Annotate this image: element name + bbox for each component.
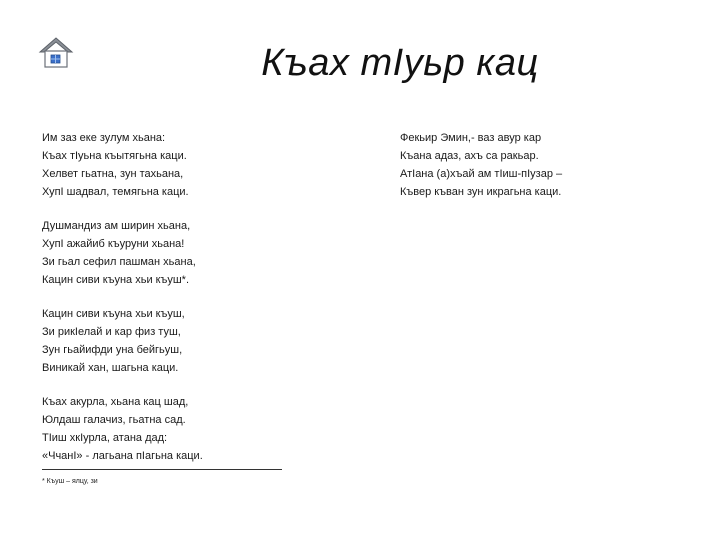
stanza (42, 305, 362, 377)
poem-line: Душмандиз ам ширин хьана, (42, 220, 191, 232)
poem-line: Къах акурла, хьана кац шад, (42, 396, 189, 408)
poem-line: Зи рикӀелай и кар физ туш, (42, 326, 181, 338)
stanza (42, 217, 362, 289)
stanza (42, 129, 362, 201)
stanza (400, 129, 700, 201)
poem-line: Виникай хан, шагьна каци. (42, 362, 179, 374)
poem-line: Фекьир Эмин,- ваз авур кар (400, 132, 542, 144)
poem-line: Юлдаш галачиз, гьатна сад. (42, 414, 186, 426)
page-title: Къах тӀуьр кац (261, 42, 539, 84)
stanza (42, 393, 362, 465)
poem-line: Къвер къван зун икрагьна каци. (400, 186, 562, 198)
poem-line: ХупӀ шадвал, темягьна каци. (42, 186, 189, 198)
poem-line: Кацин сиви къуна хьи къуш*. (42, 274, 190, 286)
poem-line: ТӀиш хкӀурла, атана дад: (42, 432, 168, 444)
footnote: * Къуш – ялцу, зи (42, 478, 98, 485)
poem-line: Зи гьал сефил пашман хьана, (42, 256, 196, 268)
poem-line: Къах тӀуьна къытягьна каци. (42, 150, 187, 162)
poem-right-column (400, 129, 700, 217)
poem-line: ХупӀ ажайиб къуруни хьана! (42, 238, 185, 250)
poem-line: Им заз еке зулум хьана: (42, 132, 166, 144)
poem-line: Къана адаз, ахъ са ракьар. (400, 150, 539, 162)
footnote-divider (42, 469, 282, 470)
poem-line: Зун гьайифди уна бейгьуш, (42, 344, 183, 356)
poem-line: «ЧчанӀ» - лагьана пӀагьна каци. (42, 450, 203, 462)
poem-line: АтӀана (а)хъай ам тӀиш-пӀузар – (400, 168, 563, 180)
poem-left-column (42, 129, 362, 481)
poem-line: Кацин сиви къуна хьи къуш, (42, 308, 185, 320)
poem-line: Хелвет гьатна, зун тахьана, (42, 168, 184, 180)
